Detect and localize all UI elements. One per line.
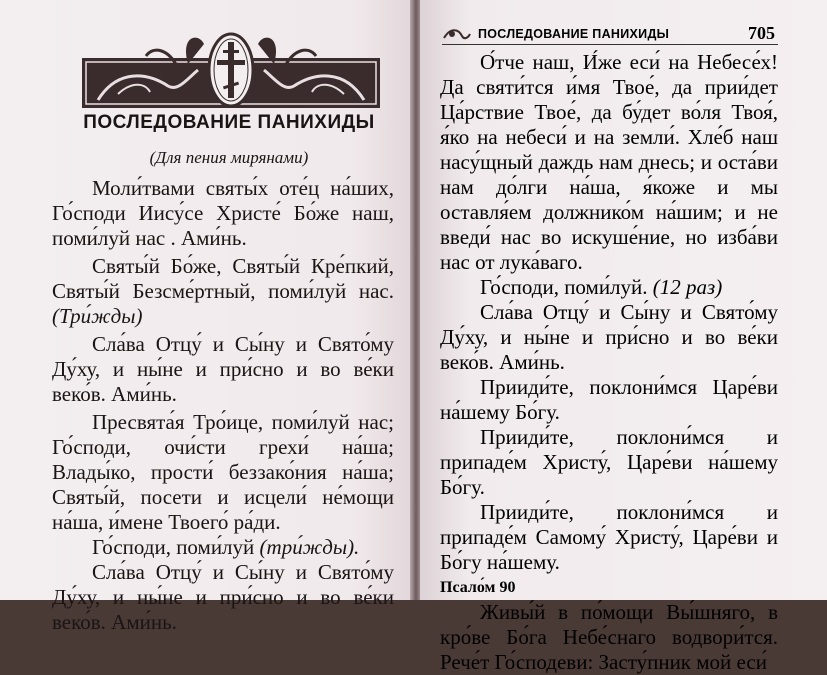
- page-number: 705: [748, 23, 775, 43]
- prayer-paragraph: Сла́ва Отцу́ и Сы́ну и Свято́му Ду́ху, и ны́не и при́сно и во ве́ки веко́в. Ами́нь.: [52, 560, 394, 634]
- left-page: [0, 0, 412, 634]
- prayer-paragraph: Пресвята́я Тро́ице, поми́луй нас; Го́споди, очи́сти грехи́ на́ша; Влады́ко, прости́ беззако́ния на́ша; Святы́й, посети и исцели́ не́мощи на́ша, и́мене Твоего́ ра́ди.: [52, 410, 394, 534]
- left-page-text: [52, 176, 394, 635]
- rubric-note: (12 раз): [652, 275, 723, 299]
- prayer-paragraph: [440, 275, 778, 300]
- prayer-paragraph: [52, 254, 394, 329]
- page-subtitle: (Для пения мирянами): [149, 148, 309, 167]
- page-title: ПОСЛЕДОВАНИЕ ПАНИХИДЫ: [83, 112, 375, 133]
- rubric-note: (Три́жды): [52, 304, 143, 328]
- floral-ornament-icon: [442, 26, 472, 42]
- prayer-paragraph: Сла́ва Отцу́ и Сы́ну и Свято́му Ду́ху, и ны́не и при́сно и во ве́ки веко́в. Ами́нь.: [440, 300, 778, 374]
- psalm-heading: Псало́м 90: [440, 579, 516, 596]
- running-head: ПОСЛЕДОВАНИЕ ПАНИХИДЫ: [478, 27, 670, 41]
- prayer-text: Го́споди, поми́луй: [92, 535, 260, 559]
- prayer-text: Святы́й Бо́же, Святы́й Кре́пкий, Святы́й Безсме́ртный, поми́луй нас.: [52, 254, 394, 303]
- prayer-paragraph: [52, 535, 394, 560]
- right-page-text: [440, 50, 778, 675]
- prayer-paragraph: Прииди́те, поклони́мся и припаде́м Самому́ Христу́, Царе́ви и Бо́гу на́шему.: [440, 500, 778, 574]
- rubric-note: (три́жды).: [259, 535, 360, 559]
- prayer-paragraph: Живы́й в по́мощи Вы́шняго, в кро́ве Бо́га Небе́снаго водвори́тся. Рече́т Го́сподеви: Засту́пник мой еси́: [440, 600, 778, 674]
- prayer-paragraph: Прииди́те, поклони́мся Царе́ви на́шему Бо́гу.: [440, 375, 778, 424]
- header-ornament-icon: [78, 28, 384, 110]
- header-rule: [442, 44, 778, 45]
- prayer-paragraph: Моли́твами святы́х оте́ц на́ших, Го́споди Иису́се Христе́ Бо́же наш, поми́луй нас . Ами́нь.: [52, 176, 394, 250]
- prayer-text: Го́споди, поми́луй.: [480, 275, 653, 299]
- prayer-paragraph: Сла́ва Отцу́ и Сы́ну и Свято́му Ду́ху, и ны́не и при́сно и во ве́ки веко́в. Ами́нь.: [52, 332, 394, 406]
- prayer-paragraph: О́тче наш, И́же еси́ на Небесе́х! Да святи́тся и́мя Твое́, да прии́дет Ца́рствие Твое́, да бу́дет во́ля Твоя́, я́ко на небеси́ и на земли́. Хле́б наш насу́щный даждь нам днесь; и оста́ви нам до́лги на́ша, я́коже и мы оставля́ем должнико́м на́шим; и не введи́ нас во искуше́ние, но изба́ви нас от лука́ваго.: [440, 50, 778, 274]
- prayer-paragraph: Прииди́те, поклони́мся и припаде́м Христу́, Царе́ви на́шему Бо́гу.: [440, 425, 778, 499]
